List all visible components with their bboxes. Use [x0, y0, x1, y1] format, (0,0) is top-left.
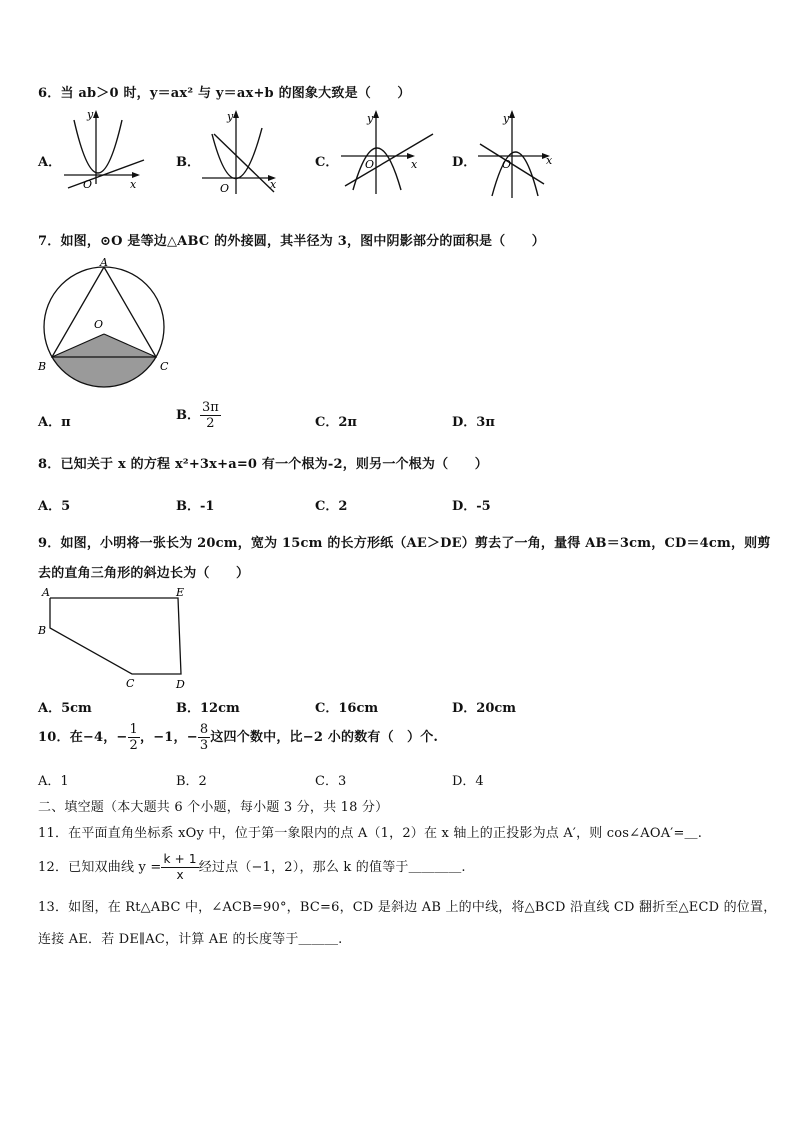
q6-option-a-label: A． [38, 155, 62, 170]
q9-label-c: C [126, 677, 135, 690]
q9-option-a: A．5cm [38, 701, 92, 716]
question-6-text: 6．当 ab＞0 时，y＝ax² 与 y＝ax+b 的图象大致是（ ） [38, 86, 411, 101]
q12-fraction-denominator: x [176, 868, 184, 882]
q9-label-e: E [176, 586, 185, 599]
q10-suffix: 这四个数中，比−2 小的数有（ ）个. [210, 730, 439, 745]
q9-option-b: B．12cm [176, 701, 240, 716]
q6-d-axis-x: x [546, 154, 553, 167]
q10-fraction-1 [128, 722, 140, 753]
q7-option-a: A．π [38, 415, 71, 430]
q10-option-d: D．4 [452, 774, 484, 789]
q6-graph-d [472, 108, 572, 198]
q10-fraction-2-numerator: 8 [199, 722, 209, 737]
q12-fraction-numerator: k + 1 [163, 852, 197, 866]
q6-d-axis-y: y [503, 112, 510, 125]
section-2-heading: 二、填空题（本大题共 6 个小题，每小题 3 分，共 18 分） [38, 800, 389, 815]
q7-option-c: C．2π [315, 415, 357, 430]
q9-figure [36, 584, 196, 694]
question-13-line-2: 连接 AE．若 DE∥AC，计算 AE 的长度等于＿＿＿. [38, 932, 343, 947]
q7-option-b [176, 400, 221, 431]
q6-b-origin: O [220, 182, 230, 195]
q9-label-d: D [176, 678, 185, 691]
q7-option-b-fraction [200, 400, 221, 431]
q9-option-d: D．20cm [452, 701, 517, 716]
q7-option-b-denominator: 2 [206, 416, 215, 431]
q10-fraction-1-denominator: 2 [129, 738, 139, 753]
q8-option-a: A．5 [38, 499, 71, 514]
q6-option-c-label: C． [315, 155, 339, 170]
q6-b-axis-x: x [270, 178, 277, 191]
q7-label-o: O [94, 318, 104, 331]
question-11-text: 11．在平面直角坐标系 xOy 中，位于第一象限内的点 A（1，2）在 x 轴上的正投影为点 A′，则 cos∠AOA′=＿. [38, 826, 703, 841]
q9-option-c: C．16cm [315, 701, 379, 716]
q12-prefix: 12．已知双曲线 y = [38, 860, 162, 875]
q8-option-b: B．-1 [176, 499, 215, 514]
q10-prefix: 10．在−4，− [38, 730, 128, 745]
q9-label-b: B [38, 624, 47, 637]
q7-option-b-numerator: 3π [202, 400, 219, 415]
q6-graph-b [200, 108, 295, 198]
q6-c-origin: O [365, 158, 375, 171]
q10-middle: ，−1，− [140, 730, 198, 745]
q10-option-c: C．3 [315, 774, 347, 789]
q10-option-a: A．1 [38, 774, 69, 789]
q7-label-a: A [100, 256, 108, 269]
q6-d-origin: O [502, 158, 512, 171]
q10-option-b: B．2 [176, 774, 207, 789]
q7-figure [36, 255, 176, 395]
q7-option-d: D．3π [452, 415, 495, 430]
q8-option-c: C．2 [315, 499, 348, 514]
q7-option-b-prefix: B． [176, 408, 200, 423]
q10-fraction-1-numerator: 1 [129, 722, 139, 737]
q9-label-a: A [42, 586, 50, 599]
q6-option-d-label: D． [452, 155, 477, 170]
q12-suffix: 经过点（−1，2），那么 k 的值等于＿＿＿＿. [198, 860, 466, 875]
q6-c-axis-x: x [411, 158, 418, 171]
q6-graph-c [335, 108, 445, 198]
q6-b-axis-y: y [227, 110, 234, 123]
question-8-text: 8．已知关于 x 的方程 x²+3x+a=0 有一个根为-2，则另一个根为（ ） [38, 457, 488, 472]
q6-c-axis-y: y [367, 112, 374, 125]
question-10-text [38, 722, 438, 753]
q6-option-b-label: B． [176, 155, 200, 170]
q7-label-c: C [160, 360, 169, 373]
q6-a-origin: O [83, 178, 93, 191]
question-13-line-1: 13．如图，在 Rt△ABC 中，∠ACB=90°，BC=6，CD 是斜边 AB 上的中线，将△BCD 沿直线 CD 翻折至△ECD 的位置， [38, 900, 777, 915]
q6-a-axis-y: y [87, 108, 94, 121]
q12-fraction [161, 852, 198, 883]
q6-graph-a [60, 108, 155, 198]
q7-label-b: B [38, 360, 47, 373]
q6-a-axis-x: x [130, 178, 137, 191]
question-7-text: 7．如图，⊙O 是等边△ABC 的外接圆，其半径为 3，图中阴影部分的面积是（ ） [38, 234, 545, 249]
q10-fraction-2-denominator: 3 [199, 738, 209, 753]
q10-fraction-2 [198, 722, 210, 753]
q8-option-d: D．-5 [452, 499, 491, 514]
question-12-text [38, 852, 466, 883]
question-9-line-2: 去的直角三角形的斜边长为（ ） [38, 566, 250, 581]
question-9-line-1: 9．如图，小明将一张长为 20cm，宽为 15cm 的长方形纸（AE＞DE）剪去了一角，量得 AB＝3cm，CD＝4cm，则剪 [38, 536, 771, 551]
